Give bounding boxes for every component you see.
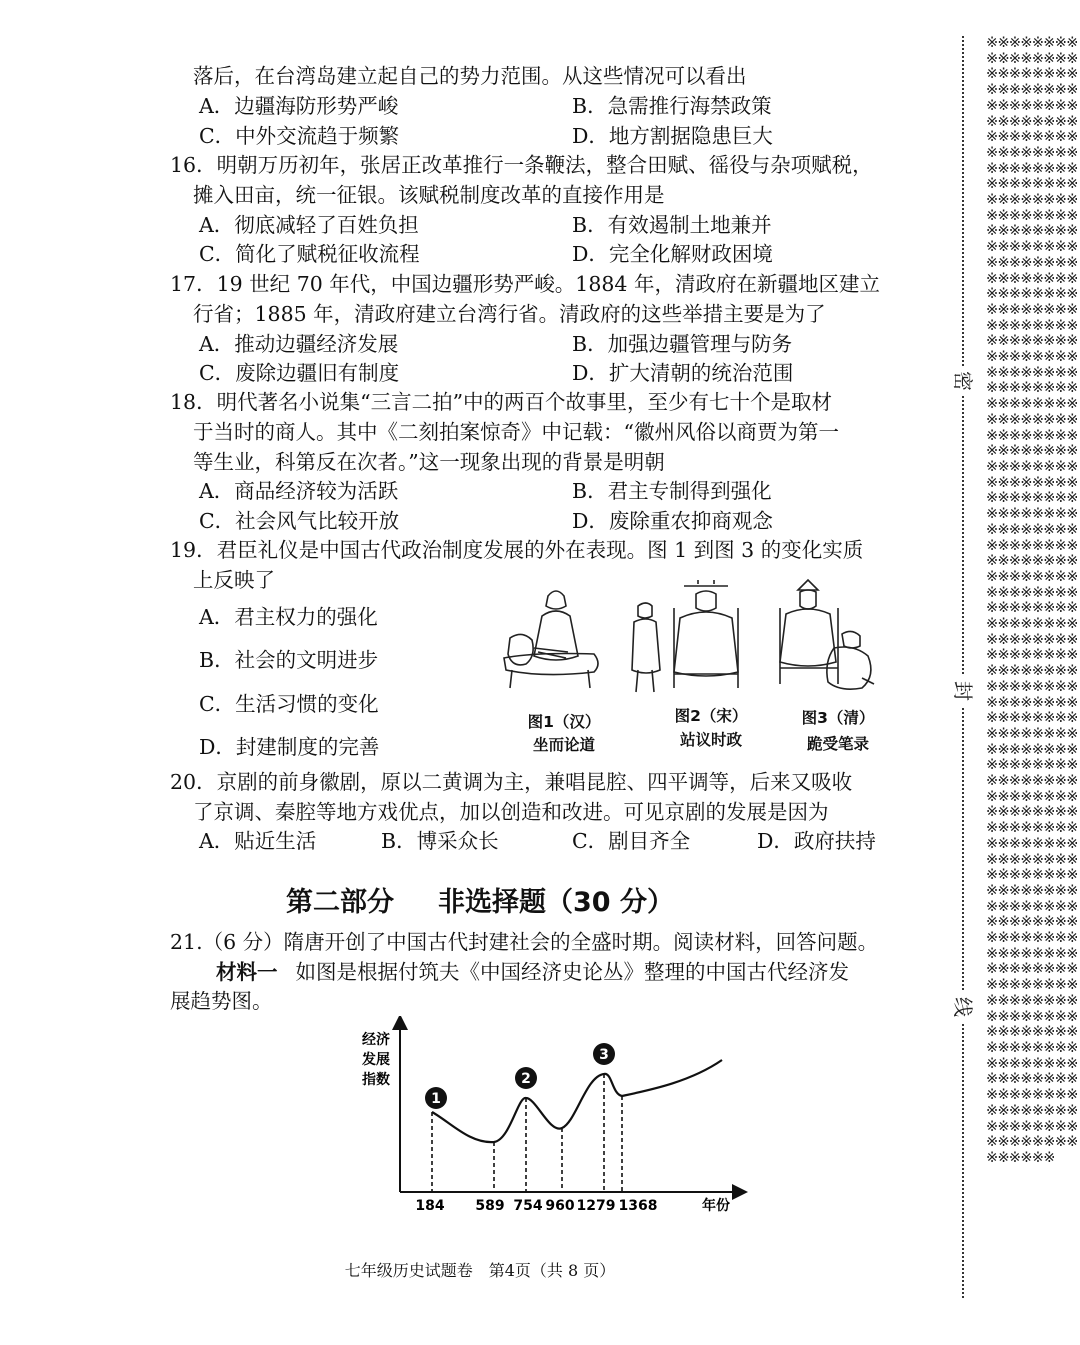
q16-option-a: A．彻底减轻了百姓负担: [199, 213, 419, 237]
q19-option-c: C．生活习惯的变化: [199, 692, 379, 716]
q18-option-b: B．君主专制得到强化: [572, 479, 772, 503]
q21-material1-line1: [216, 958, 849, 986]
seal-char-feng: 封: [948, 676, 978, 706]
material-label: 材料一: [216, 960, 278, 984]
figure3-drawing: [780, 580, 874, 689]
binding-margin: [951, 36, 1080, 1298]
svg-text:2: 2: [521, 1071, 531, 1087]
x-tick-1368: 1368: [618, 1198, 658, 1214]
q18-stem-line3: 等生业，科第反在次者。”这一现象出现的背景是明朝: [193, 450, 665, 474]
figure2-caption: 站议时政: [679, 731, 742, 749]
figure1-caption: 坐而论道: [532, 736, 595, 754]
y-label-line2: 发展: [362, 1052, 390, 1068]
section-heading: [0, 880, 960, 919]
q19-stem-line1: 19．君臣礼仪是中国古代政治制度发展的外在表现。图 1 到图 3 的变化实质: [170, 538, 864, 562]
figure2-drawing: [632, 580, 738, 692]
section-part: 第二部分: [286, 887, 394, 918]
figure2-title: 图2（宋）: [674, 707, 748, 725]
q17-stem-line1: 17．19 世纪 70 年代，中国边疆形势严峻。1884 年，清政府在新疆地区建立: [170, 272, 880, 296]
q20-option-c: C．剧目齐全: [572, 829, 691, 853]
q18-option-a: A．商品经济较为活跃: [199, 479, 399, 503]
q20-option-d: D．政府扶持: [757, 829, 876, 853]
material-text: 如图是根据付筑夫《中国经济史论丛》整理的中国古代经济发: [295, 960, 849, 984]
x-tick-960: 960: [545, 1198, 575, 1214]
q15-option-d: D．地方割据隐患巨大: [572, 124, 773, 148]
x-axis-label: 年份: [702, 1198, 730, 1214]
q15-option-a: A．边疆海防形势严峻: [199, 94, 399, 118]
trend-line: [432, 1060, 722, 1142]
page-footer: 七年级历史试题卷 第4页（共 8 页）: [344, 1261, 616, 1280]
figure3-title: 图3（清）: [801, 709, 875, 727]
x-tick-589: 589: [475, 1198, 505, 1214]
q18-stem-line2: 于当时的商人。其中《二刻拍案惊奇》中记载：“徽州风俗以商贾为第一: [193, 420, 839, 444]
margin-dotted-line: [962, 36, 964, 1298]
figure1-title: 图1（汉）: [527, 713, 601, 731]
figure1-drawing: [504, 591, 598, 688]
q16-stem-line1: 16．明朝万历初年，张居正改革推行一条鞭法，整合田赋、徭役与杂项赋税，: [170, 153, 873, 177]
q18-stem-line1: 18．明代著名小说集“三言二拍”中的两百个故事里，至少有七十个是取材: [170, 390, 833, 414]
economic-trend-chart: [350, 1016, 750, 1216]
q15-text-tail: 落后，在台湾岛建立起自己的势力范围。从这些情况可以看出: [193, 64, 747, 88]
q17-option-b: B．加强边疆管理与防务: [572, 332, 793, 356]
x-tick-754: 754: [513, 1198, 543, 1214]
q16-option-d: D．完全化解财政困境: [572, 242, 773, 266]
q18-option-d: D．废除重农抑商观念: [572, 509, 773, 533]
x-tick-184: 184: [415, 1198, 445, 1214]
q19-option-d: D．封建制度的完善: [199, 735, 380, 759]
q20-stem-line2: 了京调、秦腔等地方戏优点，加以创造和改进。可见京剧的发展是因为: [193, 800, 829, 824]
marker-3: [593, 1043, 615, 1065]
svg-text:1: 1: [431, 1091, 441, 1107]
q20-stem-line1: 20．京剧的前身徽剧，原以二黄调为主，兼唱昆腔、四平调等，后来又吸收: [170, 770, 853, 794]
q16-stem-line2: 摊入田亩，统一征银。该赋税制度改革的直接作用是: [193, 183, 665, 207]
q17-option-d: D．扩大清朝的统治范围: [572, 361, 794, 385]
y-label-line1: 经济: [362, 1032, 390, 1048]
q19-stem-line2: 上反映了: [193, 568, 275, 592]
section-title: 非选择题（30 分）: [438, 887, 674, 918]
q17-option-a: A．推动边疆经济发展: [199, 332, 399, 356]
margin-pattern: ※※※※※※※※※※※※※※※※※※※※※※※※※※※※※※※※※※※※※※※※※※※※※※※※※※※※※※※※※※※※※※※※※※※※※※※※※※※※※※※※※※※※※※※※※※※※※※※※※※※※※※※※※※※※※※※※※※※※※※※※※※※※※※※※※※※※※※※※※※※※※※※※※※※※※※※※※※※※※※※※※※※※※※※※※※※※※※※※※※※※※※※※※※※※※※※※※※※※※※※※※※※※※※※※※※※※※※※※※※※※※※※※※※※※※※※※※※※※※※※※※※※※※※※※※※※※※※※※※※※※※※※※※※※※※※※※※※※※※※※※※※※※※※※※※※※※※※※※※※※※※※※※※※※※※※※※※※※※※※※※※※※※※※※※※※※※※※※※※※※※※※※※※※※※※※※※※※※※※※※※※※※※※※※※※※※※※※※※※※※※※※※※※※※※※※※※※※※※※※※※※※※※※※※※※※※※※※※※※※※※※※※※※※※※※※※※※※※※※※※※※※※※※※※※※※※※※※※※※※※※※※※※※※※※※※※※※※※※※※※※※※※※※※※※※※※※※※※※※※※※※※※※※※※※※※※※※※※※※※※※※※※※※※※※※※※※※※※※※※※※※※※※※※※※※※※※※※※※※※※※※※※※※※※※※※※※※※: [986, 36, 1078, 1166]
seal-char-xian: 线: [948, 992, 978, 1022]
q16-option-c: C．简化了赋税征收流程: [199, 242, 420, 266]
y-label-line3: 指数: [362, 1072, 390, 1088]
q20-option-a: A．贴近生活: [199, 829, 317, 853]
x-tick-1279: 1279: [576, 1198, 616, 1214]
q19-option-a: A．君主权力的强化: [199, 605, 378, 629]
q18-option-c: C．社会风气比较开放: [199, 509, 400, 533]
q17-option-c: C．废除边疆旧有制度: [199, 361, 400, 385]
q20-option-b: B．博采众长: [381, 829, 499, 853]
figure3-caption: 跪受笔录: [806, 735, 869, 753]
seal-char-mi: 密: [948, 366, 978, 396]
svg-text:3: 3: [599, 1047, 609, 1063]
marker-2: [515, 1067, 537, 1089]
q17-stem-line2: 行省；1885 年，清政府建立台湾行省。清政府的这些举措主要是为了: [193, 302, 826, 326]
q21-stem: 21.（6 分）隋唐开创了中国古代封建社会的全盛时期。阅读材料，回答问题。: [170, 930, 879, 954]
marker-1: [425, 1087, 447, 1109]
q15-option-c: C．中外交流趋于频繁: [199, 124, 400, 148]
q19-illustrations: [498, 578, 898, 708]
q15-option-b: B．急需推行海禁政策: [572, 94, 772, 118]
q16-option-b: B．有效遏制土地兼并: [572, 213, 772, 237]
q19-option-b: B．社会的文明进步: [199, 648, 379, 672]
q21-material1-line2: 展趋势图。: [170, 989, 273, 1013]
